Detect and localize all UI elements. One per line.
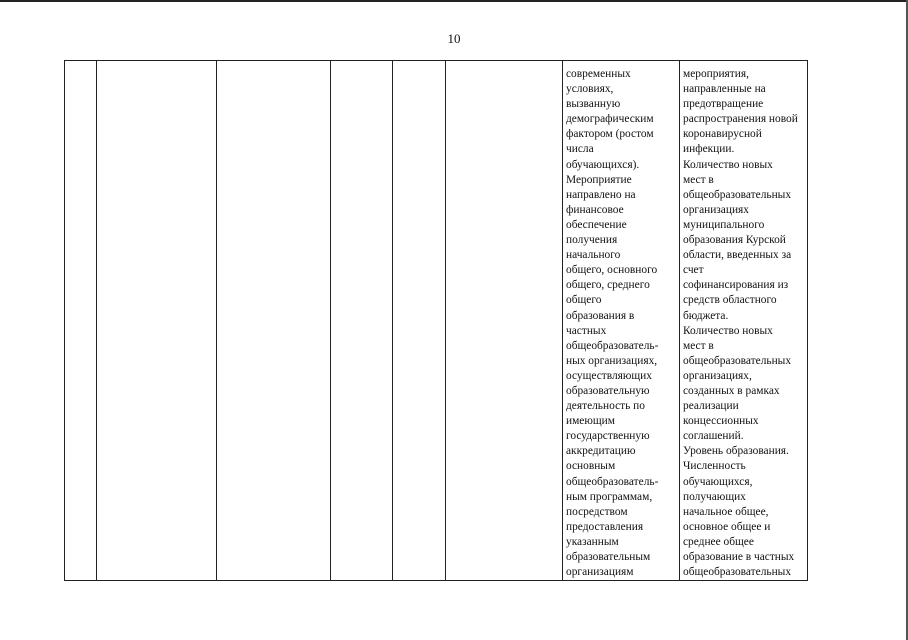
- column-8-text: мероприятия, направленные на предотвращение распространения новой коронавирусной инфекции. Количество новых мест в общеобразовательных организациях муниципального образования Курской области, введенных за счет софинансирования из средств областного бюджета. Количество новых мест в общеобразовательных организациях, созданных в рамках реализации концессионных соглашений. Уровень образования. Численность обучающихся, получающих начальное общее, основное общее и среднее общее образование в частных общеобразовательных: [683, 68, 798, 579]
- table-cell-col-7: [563, 61, 680, 581]
- table-cell-col-6: [446, 61, 563, 581]
- table-cell-col-4: [331, 61, 393, 581]
- page-number: 10: [447, 31, 461, 46]
- document-table: [64, 60, 808, 581]
- scan-edge-top: [0, 0, 908, 2]
- table-row: [65, 61, 808, 581]
- table-cell-col-3: [217, 61, 331, 581]
- table-cell-col-1: [65, 61, 97, 581]
- table-cell-col-2: [97, 61, 217, 581]
- column-7-text: современных условиях, вызванную демографическим фактором (ростом числа обучающихся). Мероприятие направлено на финансовое обеспечение получения начального общего, основного общего, среднего общего образования в частных общеобразователь- ных организациях, осуществляющих образовательную деятельность по имеющим государственную аккредитацию основным общеобразователь- ным программам, посредством предоставления указанным образовательным организациям: [566, 68, 659, 579]
- table-cell-col-5: [393, 61, 446, 581]
- table-cell-col-8: [680, 61, 808, 581]
